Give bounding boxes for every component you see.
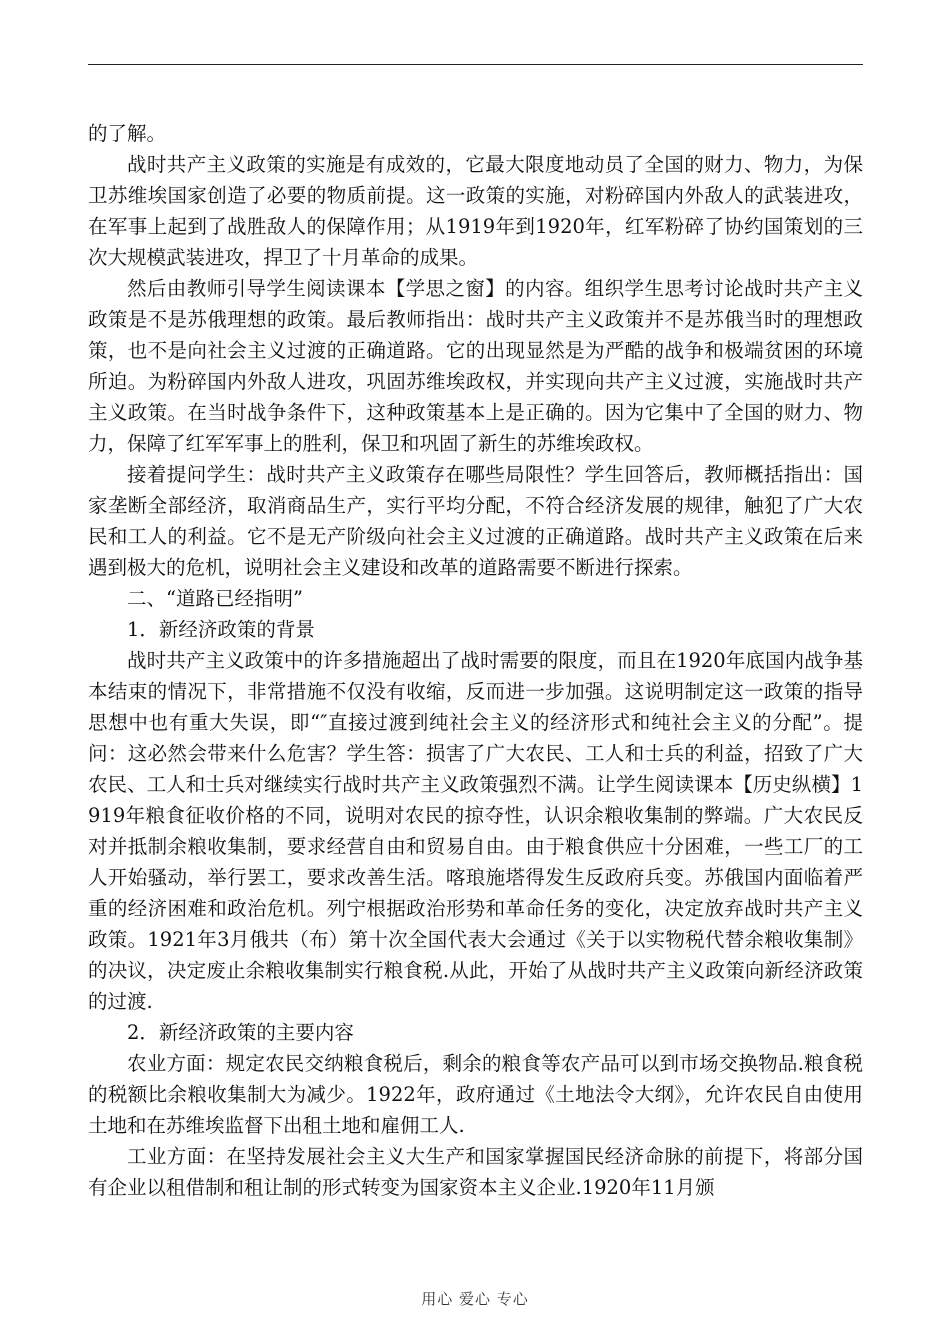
paragraph-limitations: 接着提问学生：战时共产主义政策存在哪些局限性？学生回答后，教师概括指出：国家垄断全部经济，取消商品生产，实行平均分配，不符合经济发展的规律，触犯了广大农民和工人的利益。它不是无产阶级向社会主义过渡的正确道路。战时共产主义政策在后来遇到极大的危机，说明社会主义建设和改革的道路需要不断进行探索。 [88,463,863,579]
header-rule [88,64,863,65]
subheading-main-content: 2．新经济政策的主要内容 [127,1021,354,1044]
paragraph-background: 战时共产主义政策中的许多措施超出了战时需要的限度，而且在1920年底国内战争基本结束的情况下，非常措施不仅没有收缩，反而进一步加强。这说明制定这一政策的指导思想中也有重大失误，即“″直接过渡到纯社会主义的经济形式和纯社会主义的分配”。提问：这必然会带来什么危害？学生答：损害了广大农民、工人和士兵的利益，招致了广大农民、工人和士兵对继续实行战时共产主义政策强烈不满。让学生阅读课本【历史纵横】1919年粮食征收价格的不同，说明对农民的掠夺性，认识余粮收集制的弊端。广大农民反对并抵制余粮收集制，要求经营自由和贸易自由。由于粮食供应十分困难，一些工厂的工人开始骚动，举行罢工，要求改善生活。喀琅施塔得发生反政府兵变。苏俄国内面临着严重的经济困难和政治危机。列宁根据政治形势和革命任务的变化，决定放弃战时共产主义政策。1921年3月俄共（布）第十次全国代表大会通过《关于以实物税代替余粮收集制》的决议，决定废止余粮收集制实行粮食税.从此，开始了从战时共产主义政策向新经济政策的过渡. [88,649,863,1013]
paragraph-continuation: 的了解。 [88,122,167,145]
section-heading-road: 二、“道路已经指明” [127,587,303,610]
page-footer: 用心 爱心 专心 [421,1290,529,1308]
paragraph-industry: 工业方面：在坚持发展社会主义大生产和国家掌握国民经济命脉的前提下，将部分国有企业以租借制和租让制的形式转变为国家资本主义企业.1920年11月颁 [88,1145,863,1199]
paragraph-agriculture: 农业方面：规定农民交纳粮食税后，剩余的粮食等农产品可以到市场交换物品.粮食税的税额比余粮收集制大为减少。1922年，政府通过《土地法令大纲》，允许农民自由使用土地和在苏维埃监督下出租土地和雇佣工人. [88,1052,863,1137]
paragraph-effectiveness: 战时共产主义政策的实施是有成效的，它最大限度地动员了全国的财力、物力，为保卫苏维埃国家创造了必要的物质前提。这一政策的实施，对粉碎国内外敌人的武装进攻，在军事上起到了战胜敌人的保障作用；从1919年到1920年，红军粉碎了协约国策划的三次大规模武装进攻，捍卫了十月革命的成果。 [88,153,863,269]
subheading-background: 1．新经济政策的背景 [127,618,315,641]
document-body [88,118,863,1203]
paragraph-study-window: 然后由教师引导学生阅读课本【学思之窗】的内容。组织学生思考讨论战时共产主义政策是不是苏俄理想的政策。最后教师指出：战时共产主义政策并不是苏俄当时的理想政策，也不是向社会主义过渡的正确道路。它的出现显然是为严酷的战争和极端贫困的环境所迫。为粉碎国内外敌人进攻，巩固苏维埃政权，并实现向共产主义过渡，实施战时共产主义政策。在当时战争条件下，这种政策基本上是正确的。因为它集中了全国的财力、物力，保障了红军军事上的胜利，保卫和巩固了新生的苏维埃政权。 [88,277,863,455]
